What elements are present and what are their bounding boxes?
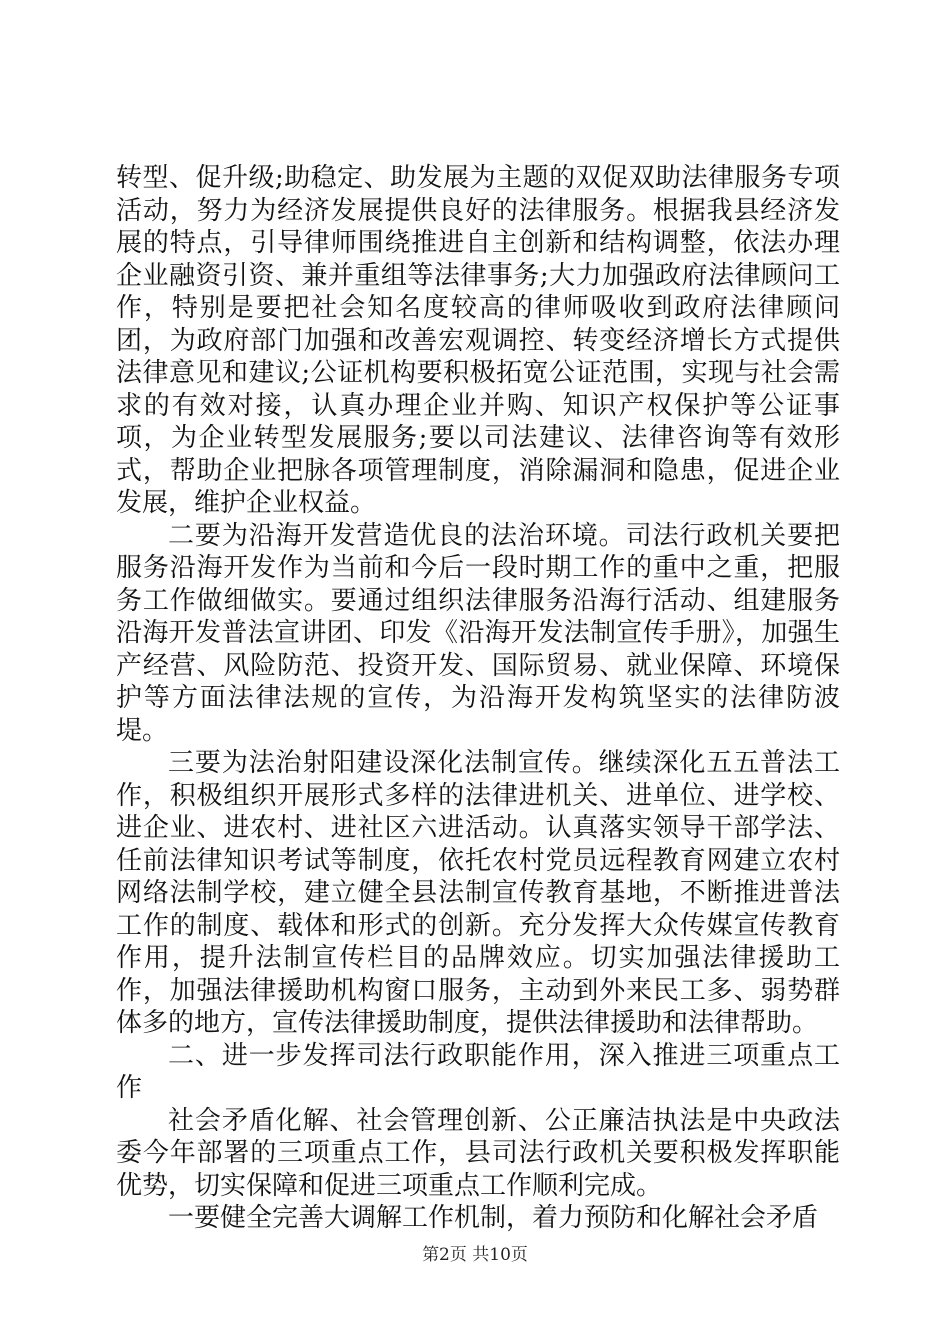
paragraph-mediation-mechanism: 一要健全完善大调解工作机制，着力预防和化解社会矛盾 (168, 1203, 819, 1233)
paragraph-legal-publicity: 三要为法治射阳建设深化法制宣传。继续深化五五普法工作，积极组织开展形式多样的法律进机关、进单位、进学校、进企业、进农村、进社区六进活动。认真落实领导干部学法、任前法律知识考试等制度，依托农村党员远程教育网建立农村网络法制学校，建立健全县法制宣传教育基地，不断推进普法工作的制度、载体和形式的创新。充分发挥大众传媒宣传教育作用，提升法制宣传栏目的品牌效应。切实加强法律援助工作，加强法律援助机构窗口服务，主动到外来民工多、弱势群体多的地方，宣传法律援助制度，提供法律援助和法律帮助。 (116, 748, 840, 1038)
paragraph-three-key-tasks: 社会矛盾化解、社会管理创新、公正廉洁执法是中央政法委今年部署的三项重点工作，县司法行政机关要积极发挥职能优势，切实保障和促进三项重点工作顺利完成。 (116, 1105, 840, 1201)
page-number-footer: 第2页 共10页 (422, 1245, 528, 1265)
document-body (116, 162, 840, 1235)
paragraph-coastal-development: 二要为沿海开发营造优良的法治环境。司法行政机关要把服务沿海开发作为当前和今后一段时期工作的重中之重，把服务工作做细做实。要通过组织法律服务沿海行活动、组建服务沿海开发普法宣讲团、印发《沿海开发法制宣传手册》，加强生产经营、风险防范、投资开发、国际贸易、就业保障、环境保护等方面法律法规的宣传，为沿海开发构筑坚实的法律防波堤。 (116, 520, 840, 746)
section-heading-key-tasks: 二、进一步发挥司法行政职能作用，深入推进三项重点工作 (116, 1040, 840, 1103)
paragraph-legal-services: 转型、促升级;助稳定、助发展为主题的双促双助法律服务专项活动，努力为经济发展提供良好的法律服务。根据我县经济发展的特点，引导律师围绕推进自主创新和结构调整，依法办理企业融资引资、兼并重组等法律事务;大力加强政府法律顾问工作，特别是要把社会知名度较高的律师吸收到政府法律顾问团，为政府部门加强和改善宏观调控、转变经济增长方式提供法律意见和建议;公证机构要积极拓宽公证范围，实现与社会需求的有效对接，认真办理企业并购、知识产权保护等公证事项，为企业转型发展服务;要以司法建议、法律咨询等有效形式，帮助企业把脉各项管理制度，消除漏洞和隐患，促进企业发展，维护企业权益。 (116, 163, 840, 518)
